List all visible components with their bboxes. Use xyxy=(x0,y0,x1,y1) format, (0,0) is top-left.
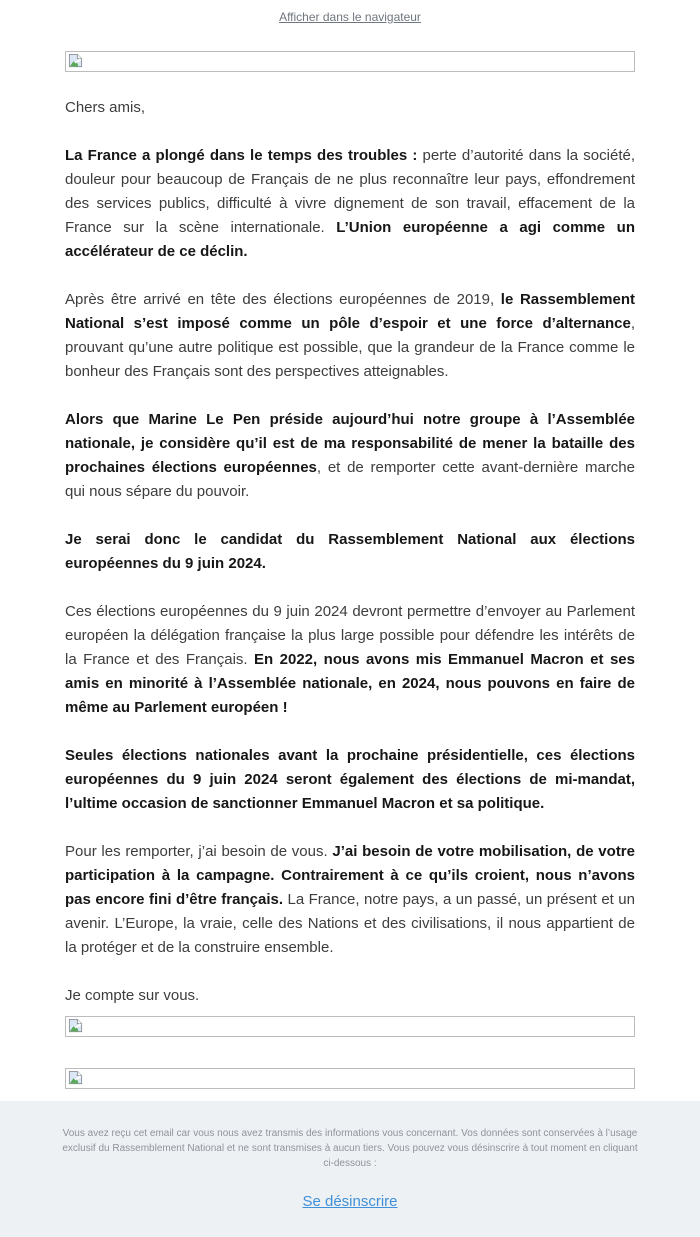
paragraph-bold-segment: Seules élections nationales avant la prochaine présidentielle, ces élections européennes du 9 juin 2024 seront également des élections de mi-mandat, l’ultime occasion de sanctionner Emmanuel Macron et sa politique. xyxy=(65,747,635,812)
paragraph-bold-segment: Je serai donc le candidat du Rassemblement National aux élections européennes du 9 juin 2024. xyxy=(65,531,635,572)
paragraph xyxy=(65,600,635,720)
paragraph xyxy=(65,744,635,816)
paragraph-bold-segment: La France a plongé dans le temps des troubles : xyxy=(65,147,418,164)
paragraph-text-segment: Pour les remporter, j’ai besoin de vous. xyxy=(65,843,333,860)
unsubscribe-link[interactable]: Se désinscrire xyxy=(302,1193,398,1210)
paragraph-text-segment: Après être arrivé en tête des élections européennes de 2019, xyxy=(65,291,501,308)
paragraph-text-segment: La France, notre pays, a un passé, un présent et un avenir. L’Europe, la vraie, celle des Nations et des civilisations, il nous appartient de la protéger et de la construire ensemble. xyxy=(65,891,635,956)
email-footer xyxy=(0,1101,700,1237)
broken-image-icon xyxy=(68,1070,83,1085)
broken-image-icon xyxy=(68,1018,83,1033)
paragraph xyxy=(65,408,635,504)
broken-image-icon xyxy=(68,53,83,68)
paragraph-bold-segment: Alors que Marine Le Pen préside aujourd’hui notre groupe à l’Assemblée nationale, je considère qu’il est de ma responsabilité de mener la bataille des prochaines élections européennes xyxy=(65,411,635,476)
header-image-placeholder[interactable] xyxy=(65,51,635,72)
footer-disclaimer: Vous avez reçu cet email car vous nous avez transmis des informations vous concernant. Vos données sont conservées à l’usage exclusif du Rassemblement National et ne sont transmises à aucun tiers. Vous pouvez vous désinscrire à tout moment en cliquant ci-dessous : xyxy=(62,1128,638,1169)
paragraph-bold-segment: le Rassemblement National s’est imposé comme un pôle d’espoir et une force d’alternance xyxy=(65,291,635,332)
paragraph-bold-segment: L’Union européenne a agi comme un accélérateur de ce déclin. xyxy=(65,219,635,260)
paragraph-text-segment: Chers amis, xyxy=(65,99,146,116)
paragraph-text-segment: Je compte sur vous. xyxy=(65,987,200,1004)
paragraph xyxy=(65,144,635,264)
paragraph-text-segment: Ces élections européennes du 9 juin 2024 devront permettre d’envoyer au Parlement européen la délégation française la plus large possible pour défendre les intérêts de la France et des Français. xyxy=(65,603,635,668)
signature-image-placeholder[interactable] xyxy=(65,1016,635,1037)
email-body xyxy=(65,96,635,1008)
paragraph xyxy=(65,288,635,384)
paragraph xyxy=(65,840,635,960)
email-content xyxy=(65,26,635,1101)
paragraph xyxy=(65,96,635,120)
paragraph-text-segment: perte d’autorité dans la société, douleur pour beaucoup de Français de ne plus reconnaître leur pays, effondrement des services publics, difficulté à vivre dignement de son travail, effacement de la France sur la scène internationale. xyxy=(65,147,635,236)
paragraph xyxy=(65,528,635,576)
paragraph-text-segment: , et de remporter cette avant-dernière marche qui nous sépare du pouvoir. xyxy=(65,459,635,500)
view-in-browser-link[interactable]: Afficher dans le navigateur xyxy=(279,10,421,24)
top-link-row xyxy=(0,0,700,26)
paragraph-bold-segment: J’ai besoin de votre mobilisation, de votre participation à la campagne. Contrairement à ce qu’ils croient, nous n’avons pas encore fini d’être français. xyxy=(65,843,635,908)
bottom-image-placeholder[interactable] xyxy=(65,1068,635,1089)
paragraph-text-segment: , prouvant qu’une autre politique est possible, que la grandeur de la France comme le bonheur des Français sont des perspectives atteignables. xyxy=(65,315,635,380)
paragraph-bold-segment: En 2022, nous avons mis Emmanuel Macron et ses amis en minorité à l’Assemblée nationale, en 2024, nous pouvons en faire de même au Parlement européen ! xyxy=(65,651,635,716)
paragraph xyxy=(65,984,635,1008)
